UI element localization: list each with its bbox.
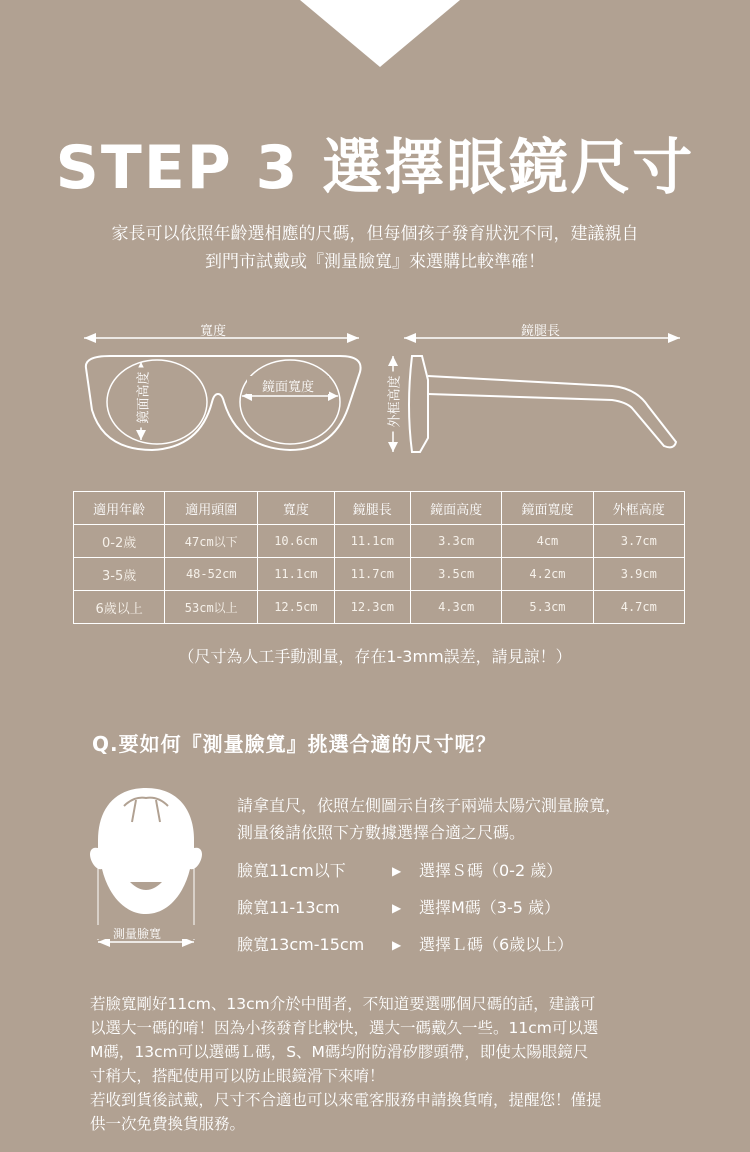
table-cell: 3-5歲 bbox=[74, 558, 165, 591]
intro-text bbox=[60, 220, 690, 276]
face-width-range: 臉寬11-13cm bbox=[237, 898, 340, 917]
table-header-row bbox=[74, 492, 685, 525]
table-cell: 11.1cm bbox=[258, 558, 334, 591]
lens-height-label: 鏡面高度 bbox=[133, 368, 152, 428]
top-chevron bbox=[0, 0, 750, 70]
paragraph-line: M碼，13cm可以選碼Ｌ碼，S、M碼均附防滑矽膠頭帶，即使太陽眼鏡尺 bbox=[90, 1043, 589, 1061]
glasses-diagram bbox=[0, 310, 750, 460]
table-header: 寬度 bbox=[258, 492, 334, 525]
side-frame bbox=[409, 356, 428, 452]
size-pick: 選擇Ｌ碼（6歲以上） bbox=[419, 935, 574, 954]
table-cell: 3.5cm bbox=[410, 558, 501, 591]
table-header: 適用頭圍 bbox=[165, 492, 258, 525]
temple-arm bbox=[428, 376, 676, 447]
table-cell: 4.2cm bbox=[502, 558, 593, 591]
left-lens bbox=[107, 360, 207, 444]
table-row bbox=[74, 591, 685, 624]
table-row bbox=[74, 525, 685, 558]
table-cell: 6歲以上 bbox=[74, 591, 165, 624]
table-cell: 48-52cm bbox=[165, 558, 258, 591]
paragraph-line: 寸稍大，搭配使用可以防止眼鏡滑下來唷！ bbox=[90, 1067, 385, 1085]
intro-line-2: 到門市試戴或『測量臉寬』來選購比較準確！ bbox=[205, 252, 545, 272]
size-table bbox=[73, 491, 685, 624]
advice-paragraph bbox=[90, 992, 680, 1136]
table-cell: 4.3cm bbox=[410, 591, 501, 624]
table-cell: 53cm以上 bbox=[165, 591, 258, 624]
table-cell: 4cm bbox=[502, 525, 593, 558]
paragraph-line: 若收到貨後試戴，尺寸不合適也可以來電客服務申請換貨唷，提醒您！僅提 bbox=[90, 1091, 602, 1109]
intro-line-1: 家長可以依照年齡選相應的尺碼，但每個孩子發育狀況不同，建議親自 bbox=[111, 224, 639, 244]
table-cell: 11.1cm bbox=[334, 525, 410, 558]
triangle-icon: ▶ bbox=[392, 864, 402, 878]
table-cell: 12.3cm bbox=[334, 591, 410, 624]
table-cell: 4.7cm bbox=[593, 591, 684, 624]
table-cell: 47cm以下 bbox=[165, 525, 258, 558]
table-cell: 0-2歲 bbox=[74, 525, 165, 558]
face-width-range: 臉寬13cm-15cm bbox=[237, 935, 365, 954]
table-row bbox=[74, 558, 685, 591]
frame-height-label: 外框高度 bbox=[384, 372, 403, 432]
paragraph-line: 供一次免費換貨服務。 bbox=[90, 1115, 246, 1133]
right-lens bbox=[240, 360, 340, 444]
table-header: 鏡面高度 bbox=[410, 492, 501, 525]
section-question: Q.要如何『測量臉寬』挑選合適的尺寸呢？ bbox=[92, 732, 497, 756]
page-title: STEP 3 選擇眼鏡尺寸 bbox=[55, 133, 695, 203]
lens-width-label: 鏡面寬度 bbox=[258, 376, 318, 395]
paragraph-line: 以選大一碼的唷！因為小孩發育比較快，選大一碼戴久一些。11cm可以選 bbox=[90, 1019, 599, 1037]
instructions bbox=[237, 792, 697, 846]
instruction-line-1: 請拿直尺，依照左側圖示自孩子兩端太陽穴測量臉寬， bbox=[237, 796, 622, 815]
table-cell: 5.3cm bbox=[502, 591, 593, 624]
triangle-icon: ▶ bbox=[392, 938, 402, 952]
width-label: 寬度 bbox=[200, 324, 227, 339]
table-cell: 3.7cm bbox=[593, 525, 684, 558]
face-width-label: 測量臉寬 bbox=[113, 927, 162, 941]
temple-label: 鏡腿長 bbox=[521, 324, 561, 339]
size-pick: 選擇M碼（3‑5 歲） bbox=[419, 898, 561, 917]
face-width-range: 臉寬11cm以下 bbox=[237, 861, 346, 880]
head-icon bbox=[90, 788, 202, 914]
table-cell: 10.6cm bbox=[258, 525, 334, 558]
table-cell: 11.7cm bbox=[334, 558, 410, 591]
table-header: 鏡面寬度 bbox=[502, 492, 593, 525]
table-header: 外框高度 bbox=[593, 492, 684, 525]
table-header: 鏡腿長 bbox=[334, 492, 410, 525]
paragraph-line: 若臉寬剛好11cm、13cm介於中間者，不知道要選哪個尺碼的話，建議可 bbox=[90, 995, 596, 1013]
measurement-note: （尺寸為人工手動測量，存在1-3mm誤差，請見諒！） bbox=[178, 647, 572, 666]
triangle-icon: ▶ bbox=[392, 901, 402, 915]
instruction-line-2: 測量後請依照下方數據選擇合適之尺碼。 bbox=[237, 823, 526, 842]
table-cell: 12.5cm bbox=[258, 591, 334, 624]
table-header: 適用年齡 bbox=[74, 492, 165, 525]
table-cell: 3.9cm bbox=[593, 558, 684, 591]
table-cell: 3.3cm bbox=[410, 525, 501, 558]
size-pick: 選擇Ｓ碼（0‑2 歲） bbox=[419, 861, 563, 880]
